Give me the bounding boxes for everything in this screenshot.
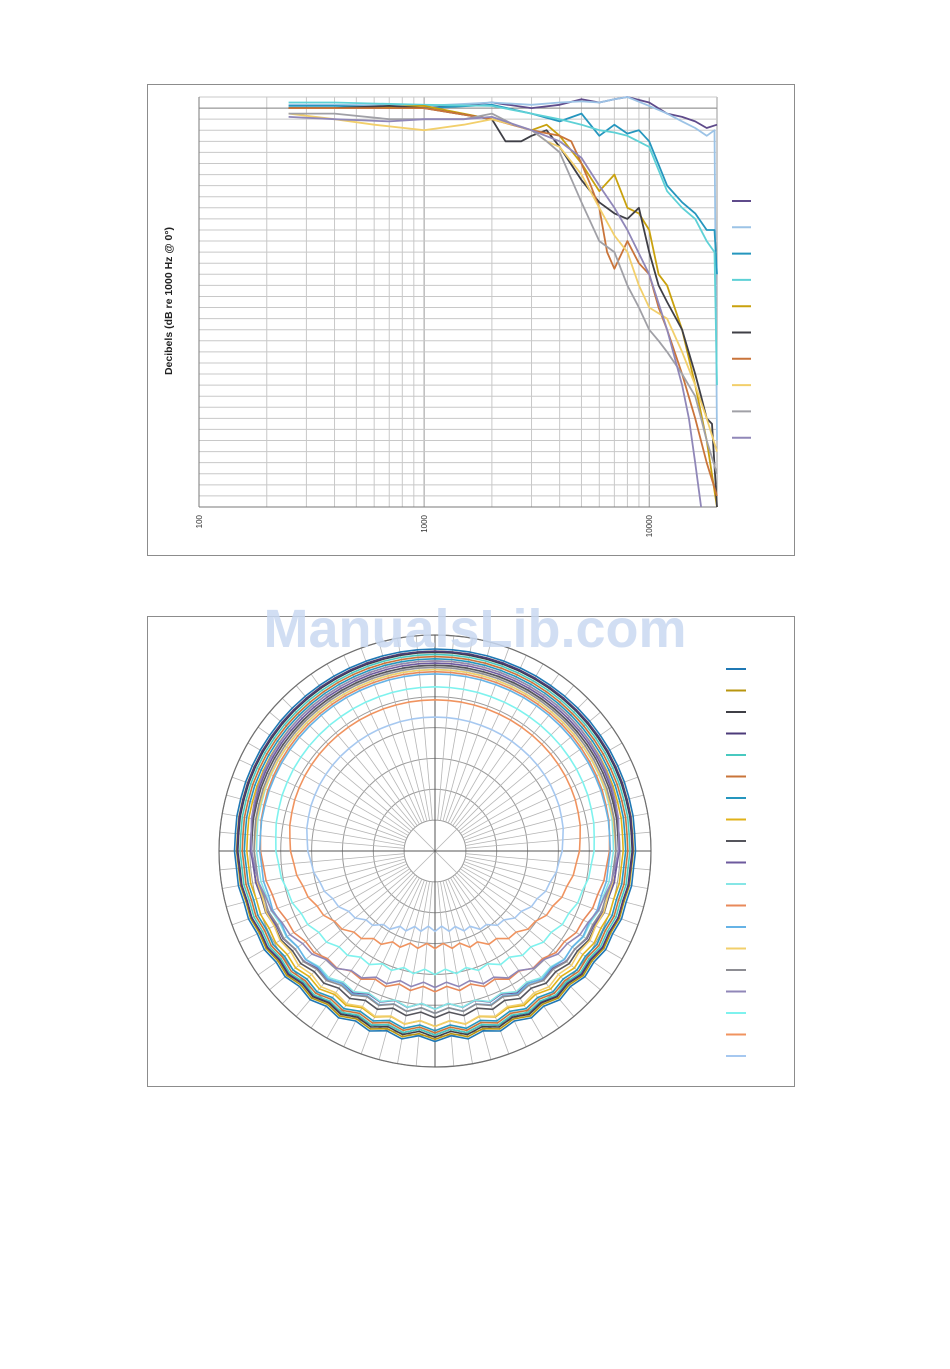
x-tick-label: 10000: [645, 515, 655, 538]
polar-spoke: [462, 743, 622, 836]
series-line: [289, 97, 717, 128]
series-line: [289, 106, 717, 507]
frequency-response-plot: [148, 85, 794, 555]
polar-spoke: [248, 743, 408, 836]
frequency-response-chart: [147, 84, 795, 556]
frequency-grid: [199, 97, 717, 507]
series-line: [289, 106, 717, 507]
polar-grid: [219, 635, 651, 1067]
y-axis-label: Decibels (dB re 1000 Hz @ 0°): [163, 226, 175, 376]
watermark: ManualsLib.com: [263, 599, 687, 659]
series-line: [289, 114, 717, 474]
polar-pattern-plot: [148, 617, 794, 1086]
polar-pattern-chart: [147, 616, 795, 1087]
polar-spoke: [311, 876, 417, 1028]
polar-legend: [726, 669, 746, 1056]
frequency-series: [289, 97, 717, 507]
frequency-x-ticks: [195, 514, 654, 537]
x-tick-label: 100: [195, 515, 204, 529]
x-tick-label: 1000: [420, 515, 430, 533]
series-line: [289, 108, 717, 496]
frequency-legend: [732, 201, 751, 438]
polar-spoke: [453, 876, 559, 1028]
